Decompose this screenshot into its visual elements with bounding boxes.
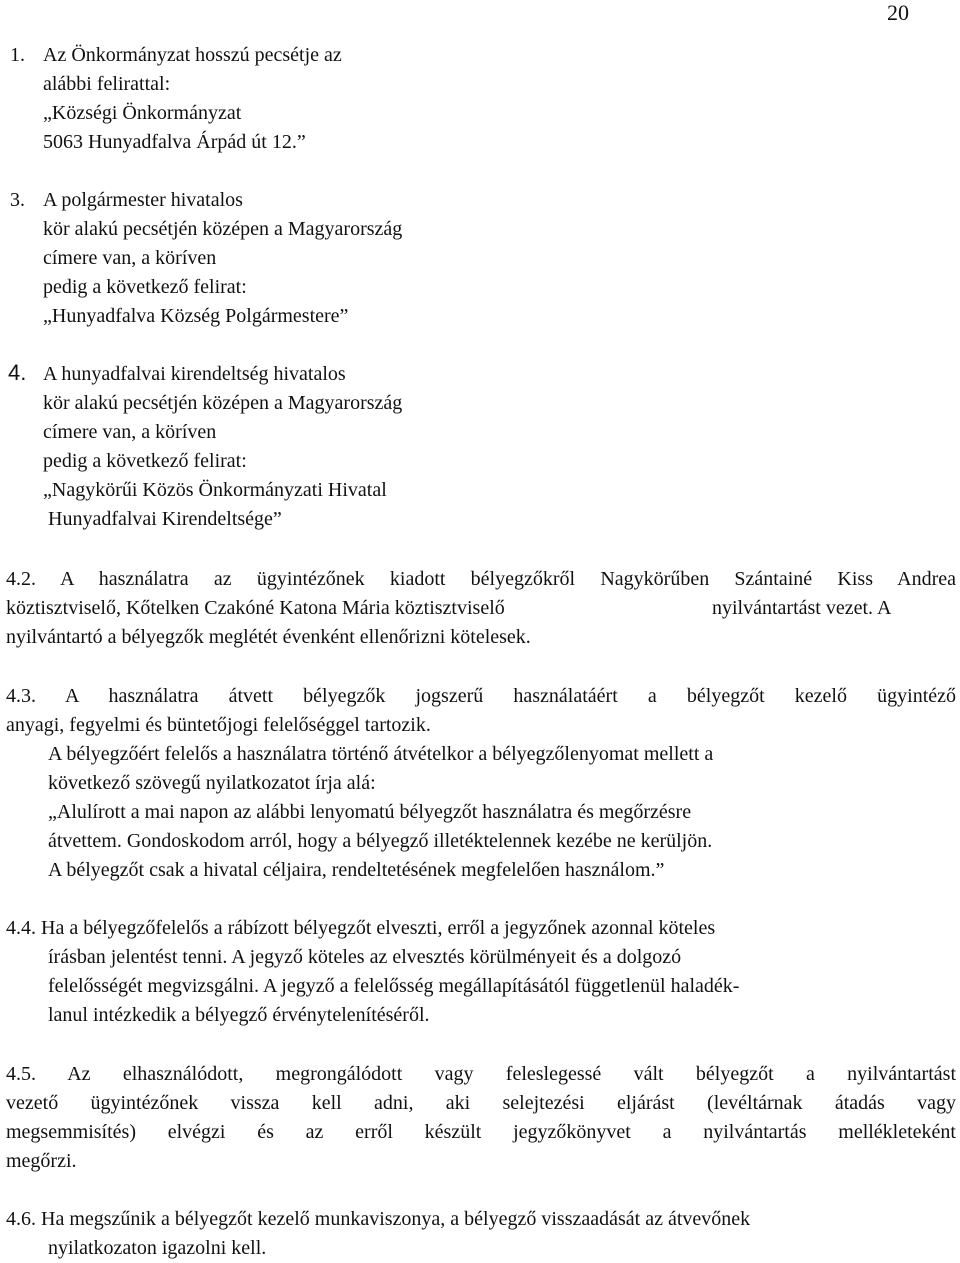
item-4-line-2: kör alakú pecsétjén középen a Magyarország [43, 392, 403, 414]
section-4-2-line-3: nyilvántartó a bélyegzők meglétét évenként ellenőrizni kötelesek. [6, 626, 531, 648]
item-4-line-1: A hunyadfalvai kirendeltség hivatalos [43, 363, 346, 385]
section-4-4-line-2: írásban jelentést tenni. A jegyző köteles az elvesztés körülményeit és a dolgozó [48, 946, 682, 968]
item-3-line-4: pedig a következő felirat: [43, 276, 247, 298]
section-4-5-line-4: megőrzi. [6, 1150, 77, 1172]
section-4-6-line-2: nyilatkozaton igazolni kell. [48, 1237, 267, 1259]
item-1-line-4: 5063 Hunyadfalva Árpád út 12.” [43, 131, 306, 153]
section-4-5-line-3: megsemmisítés) elvégzi és az erről készült jegyzőkönyvet a nyilvántartás mellékleteként [6, 1121, 956, 1143]
section-4-3-line-4: következő szövegű nyilatkozatot írja alá: [48, 772, 376, 794]
section-4-3-line-1: 4.3. A használatra átvett bélyegzők jogszerű használatáért a bélyegzőt kezelő ügyintéző [6, 685, 956, 707]
item-4-line-6: Hunyadfalvai Kirendeltsége” [48, 508, 282, 530]
section-4-3-line-3: A bélyegzőért felelős a használatra történő átvételkor a bélyegzőlenyomat mellett a [48, 743, 714, 765]
item-1-line-3: „Községi Önkormányzat [43, 102, 242, 124]
item-1-line-1: Az Önkormányzat hosszú pecsétje az [43, 44, 342, 66]
section-4-3-line-7: A bélyegzőt csak a hivatal céljaira, rendeltetésének megfelelően használom.” [48, 859, 665, 881]
item-4-line-3: címere van, a köríven [43, 421, 217, 443]
section-4-4-line-1: 4.4. Ha a bélyegzőfelelős a rábízott bélyegzőt elveszti, erről a jegyzőnek azonnal köteles [6, 917, 716, 939]
section-4-6-line-1: 4.6. Ha megszűnik a bélyegzőt kezelő munkaviszonya, a bélyegző visszaadását az átvevőnek [6, 1208, 751, 1230]
section-4-4-line-4: lanul intézkedik a bélyegző érvénytelenítéséről. [48, 1004, 430, 1026]
section-4-3-line-5: „Alulírott a mai napon az alábbi lenyomatú bélyegzőt használatra és megőrzésre [48, 801, 692, 823]
section-4-3-line-6: átvettem. Gondoskodom arról, hogy a bélyegző illetéktelennek kezébe ne kerüljön. [48, 830, 713, 852]
item-1-number: 1. [10, 44, 25, 66]
item-3-line-2: kör alakú pecsétjén középen a Magyarország [43, 218, 403, 240]
item-4-line-4: pedig a következő felirat: [43, 450, 247, 472]
item-3-line-1: A polgármester hivatalos [43, 189, 243, 211]
item-1-line-2: alábbi felirattal: [43, 73, 171, 95]
section-4-2-line-2a: köztisztviselő, Kőtelken Czakóné Katona Mária köztisztviselő [6, 597, 505, 619]
page-number: 20 [887, 0, 909, 25]
section-4-3-line-2: anyagi, fegyelmi és büntetőjogi felelőséggel tartozik. [6, 714, 431, 736]
section-4-4-line-3: felelősségét megvizsgálni. A jegyző a felelősség megállapításától függetlenül haladék- [48, 975, 740, 997]
section-4-5-line-2: vezető ügyintézőnek vissza kell adni, aki selejtezési eljárást (levéltárnak átadás vagy [6, 1092, 956, 1114]
section-4-2-line-1: 4.2. A használatra az ügyintézőnek kiadott bélyegzőkről Nagykörűben Szántainé Kiss Andrea [6, 568, 956, 590]
item-4-number: 4. [8, 360, 27, 385]
section-4-2-line-2b: nyilvántartást vezet. A [712, 597, 892, 619]
section-4-5-line-1: 4.5. Az elhasználódott, megrongálódott vagy feleslegessé vált bélyegzőt a nyilvántartást [6, 1063, 956, 1085]
item-3-number: 3. [10, 189, 25, 211]
item-3-line-3: címere van, a köríven [43, 247, 217, 269]
item-3-line-5: „Hunyadfalva Község Polgármestere” [43, 305, 349, 327]
item-4-line-5: „Nagykörűi Közös Önkormányzati Hivatal [43, 479, 387, 501]
